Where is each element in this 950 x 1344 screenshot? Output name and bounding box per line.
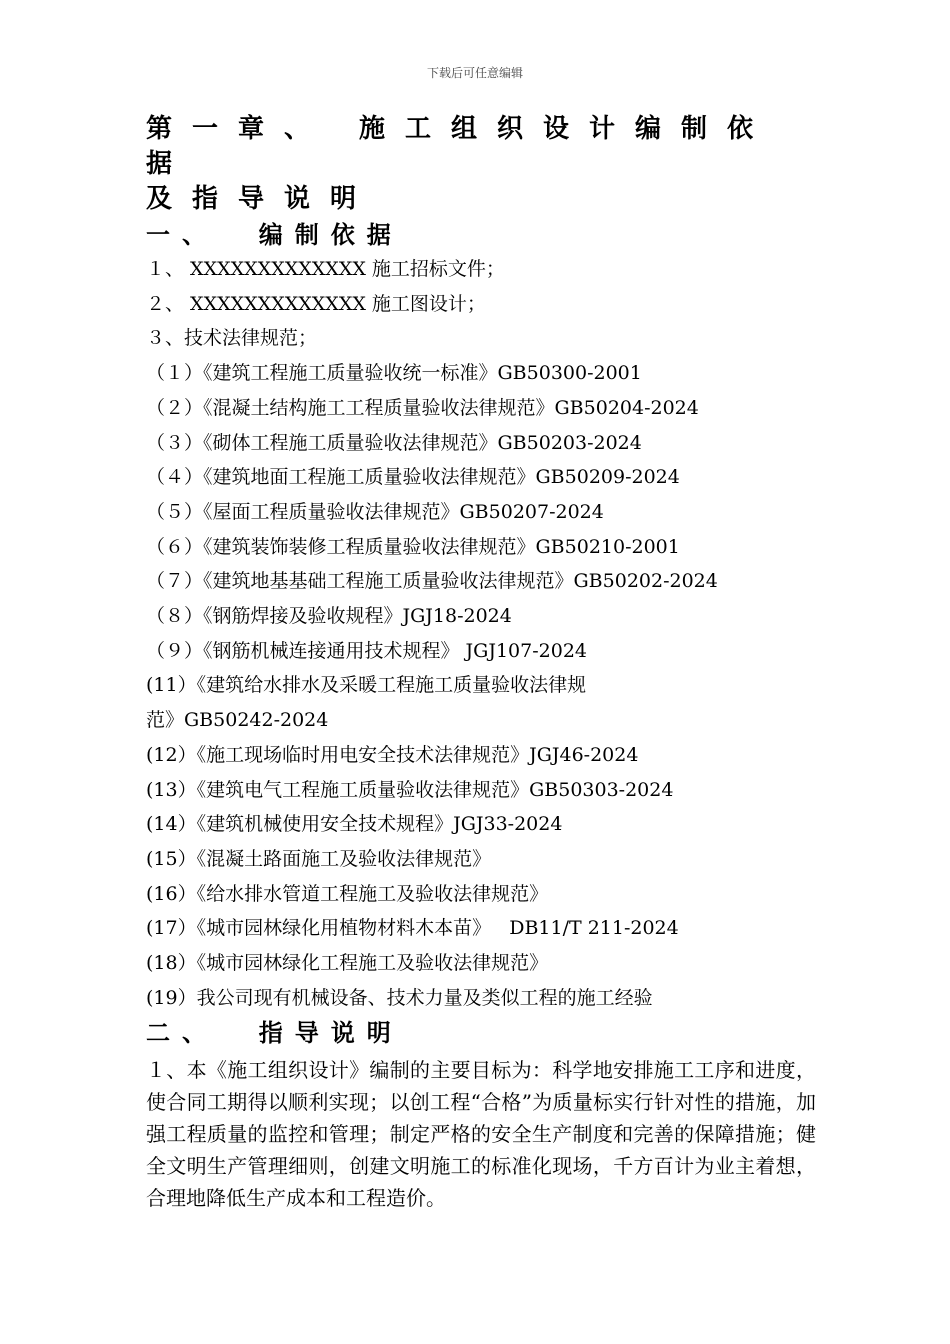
section-title-guidance: 二、 指导说明 [146,1018,403,1048]
list-item: （３）《砌体工程施工质量验收法律规范》GB50203-2024 [146,431,642,454]
list-item: (13）《建筑电气工程施工质量验收法律规范》GB50303-2024 [146,778,674,801]
list-item: (14）《建筑机械使用安全技术规程》JGJ33-2024 [146,813,563,836]
list-item: (18）《城市园林绿化工程施工及验收法律规范》 [146,952,549,975]
list-item: （６）《建筑装饰装修工程质量验收法律规范》GB50210-2001 [146,535,680,558]
list-item: (11）《建筑给水排水及采暖工程施工质量验收法律规 [146,674,587,697]
guidance-paragraph: １、本《施工组织设计》编制的主要目标为：科学地安排施工工序和进度，使合同工期得以顺利实现；以创工程“合格”为质量标实行针对性的措施，加强工程质量的监控和管理；制定严格的安全生产制度和完善的保障措施；健全文明生产管理细则，创建文明施工的标准化现场，千方百计为业主着想，合理地降低生产成本和工程造价。 [146,1058,816,1211]
list-item: 范》GB50242-2024 [146,709,329,732]
list-item: （７）《建筑地基基础工程施工质量验收法律规范》GB50202-2024 [146,570,718,593]
list-item: ２、 XXXXXXXXXXXXX 施工图设计； [146,292,486,315]
list-item: (16）《给水排水管道工程施工及验收法律规范》 [146,882,549,905]
list-item: (17）《城市园林绿化用植物材料木本苗》 DB11/T 211-2024 [146,917,679,940]
document-body [146,112,816,1214]
list-item: １、 XXXXXXXXXXXXX 施工招标文件； [146,258,505,280]
section-title-basis: 一、 编制依据 [146,220,403,249]
chapter-title-line2: 及指导说明 [146,184,377,214]
list-item: (19）我公司现有机械设备、技术力量及类似工程的施工经验 [146,986,653,1009]
basis-list [146,252,816,1015]
list-item: (12）《施工现场临时用电安全技术法律规范》JGJ46-2024 [146,743,639,766]
list-item: (15）《混凝土路面施工及验收法律规范》 [146,847,492,870]
list-item: （１）《建筑工程施工质量验收统一标准》GB50300-2001 [146,362,642,385]
list-item: （２）《混凝土结构施工工程质量验收法律规范》GB50204-2024 [146,396,699,419]
list-item: （５）《屋面工程质量验收法律规范》GB50207-2024 [146,500,604,523]
list-item: ３、技术法律规范； [146,327,318,350]
chapter-title-line1: 第一章、 施工组织设计编制依据 [146,114,774,179]
page-header: 下载后可任意编辑 [426,66,523,80]
list-item: （８）《钢筋焊接及验收规程》JGJ18-2024 [146,605,512,628]
list-item: （９）《钢筋机械连接通用技术规程》 JGJ107-2024 [146,639,587,662]
list-item: （４）《建筑地面工程施工质量验收法律规范》GB50209-2024 [146,466,680,489]
